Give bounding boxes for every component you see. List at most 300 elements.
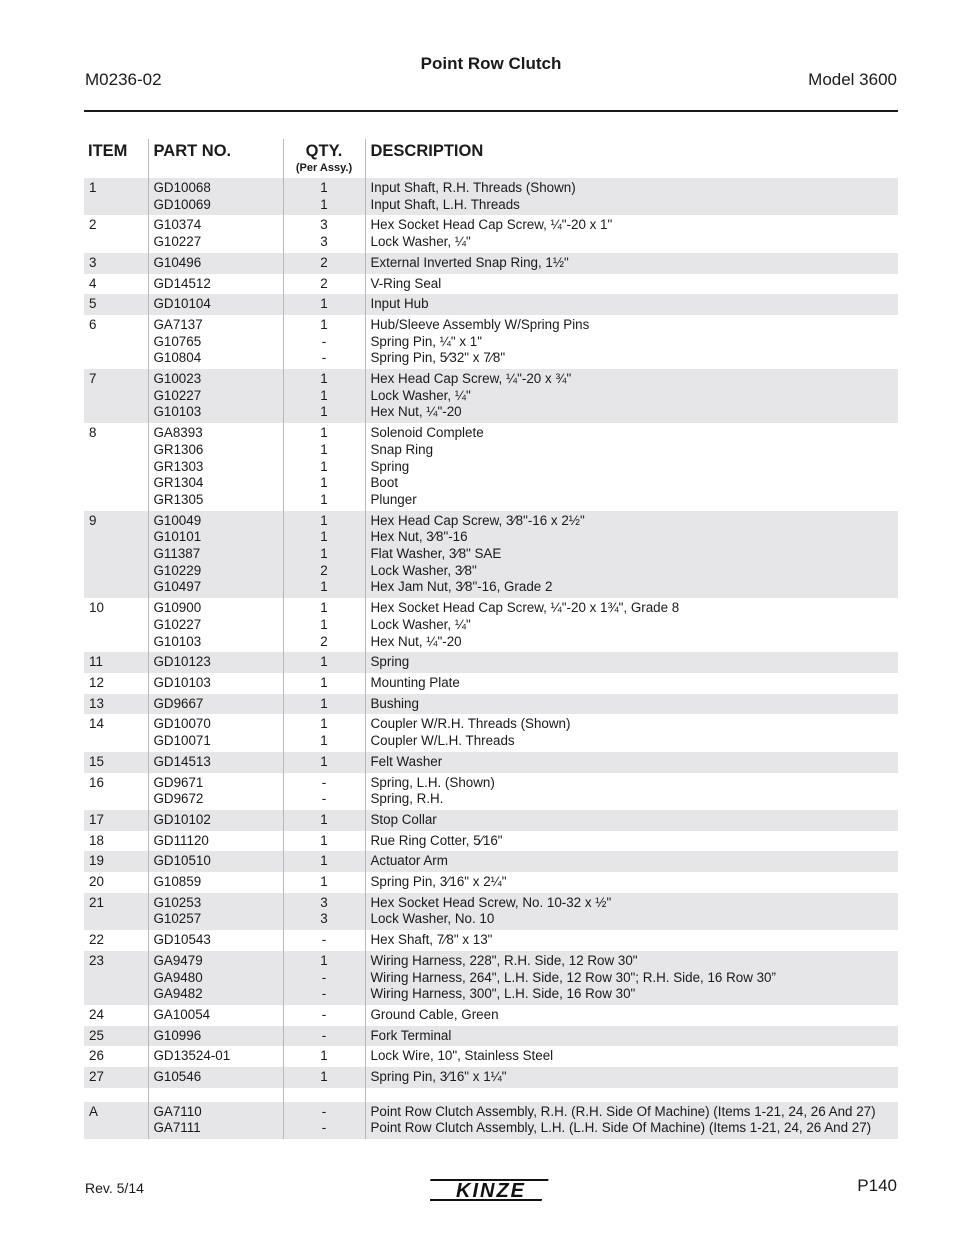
description: Hex Head Cap Screw, 3⁄8"-16 x 2½"	[370, 512, 585, 528]
quantity: 1	[320, 733, 328, 749]
table-row	[84, 930, 898, 951]
part-number-cell	[148, 930, 283, 951]
quantity-cell	[283, 1026, 365, 1047]
table-row	[84, 652, 898, 673]
quantity: 1	[320, 512, 328, 528]
quantity: -	[321, 350, 327, 366]
quantity: 1	[320, 316, 328, 332]
quantity: 1	[320, 546, 328, 562]
part-number-cell	[148, 215, 283, 252]
item-number: 1	[84, 178, 148, 215]
part-number: G10374	[153, 217, 202, 233]
parts-table	[84, 139, 898, 1139]
item-number: 23	[84, 951, 148, 1005]
part-number-cell	[148, 315, 283, 369]
part-number: GD10102	[153, 811, 211, 827]
description-cell	[365, 930, 898, 951]
part-number: GA7110	[153, 1103, 202, 1119]
part-number: GD10510	[153, 853, 211, 869]
quantity: 1	[320, 387, 328, 403]
part-number: G11387	[153, 546, 201, 562]
description: Stop Collar	[370, 811, 437, 827]
qty-header-sublabel: (Per Assy.)	[295, 162, 353, 174]
quantity-cell	[283, 652, 365, 673]
item-number: 4	[89, 275, 97, 291]
spacer-cell	[365, 1088, 898, 1102]
part-number: GA9479	[153, 952, 203, 968]
part-number: GR1304	[153, 475, 204, 491]
quantity: 1	[320, 654, 328, 670]
quantity: 3	[320, 234, 328, 250]
item-number: 22	[89, 932, 104, 948]
description: Spring Pin, 3⁄16" x 2¼"	[370, 874, 507, 890]
part-number: GD11120	[153, 832, 209, 848]
item-number: 2	[89, 217, 97, 233]
part-number-cell	[148, 369, 283, 423]
description: Spring Pin, ¼" x 1"	[370, 333, 482, 349]
quantity: 1	[320, 1069, 328, 1085]
page-number: P140	[857, 1176, 897, 1195]
spacer-row	[84, 1088, 898, 1102]
description-cell	[365, 752, 898, 773]
part-number: G10103	[153, 633, 202, 649]
part-number: G10900	[153, 600, 202, 616]
description: Hex Head Cap Screw, ¼"-20 x ¾"	[370, 371, 572, 387]
quantity-cell	[283, 315, 365, 369]
column-header-part-no: PART NO.	[148, 139, 283, 178]
table-row	[84, 215, 898, 252]
part-number: G10253	[153, 894, 202, 910]
quantity: -	[321, 969, 327, 985]
description-cell	[365, 598, 898, 652]
part-number: GD9672	[153, 791, 204, 807]
quantity-cell	[283, 831, 365, 852]
description: Lock Washer, No. 10	[370, 911, 495, 927]
part-number: G10227	[153, 616, 202, 632]
quantity-cell	[283, 714, 365, 751]
description: Rue Ring Cotter, 5⁄16"	[370, 832, 503, 848]
description-cell	[365, 315, 898, 369]
description: Hex Nut, 3⁄8"-16	[370, 529, 468, 545]
part-number-cell	[148, 773, 283, 810]
quantity-cell	[283, 893, 365, 930]
column-header-item: ITEM	[88, 142, 128, 160]
part-number: GA7137	[153, 316, 203, 332]
description: Wiring Harness, 300", L.H. Side, 16 Row 30"	[370, 986, 636, 1002]
table-row	[84, 1102, 898, 1139]
description-cell	[365, 694, 898, 715]
part-number: G10227	[153, 387, 202, 403]
part-number: G10546	[153, 1069, 202, 1085]
part-number-cell	[148, 253, 283, 274]
item-number: 11	[84, 652, 148, 673]
description: Spring Pin, 3⁄16" x 1¼"	[370, 1069, 507, 1085]
item-number: 21	[84, 893, 148, 930]
table-header-row	[84, 139, 898, 178]
quantity: 3	[320, 217, 328, 233]
description-cell	[365, 1005, 898, 1026]
table-row	[84, 673, 898, 694]
item-number: 15	[84, 752, 148, 773]
quantity: 2	[320, 275, 328, 291]
table-row	[84, 253, 898, 274]
description-cell	[365, 369, 898, 423]
description: Boot	[370, 475, 399, 491]
part-number: GD10071	[153, 733, 211, 749]
description: Spring	[370, 654, 410, 670]
part-number-cell	[148, 810, 283, 831]
description: Input Shaft, R.H. Threads (Shown)	[370, 180, 576, 195]
quantity-cell	[283, 930, 365, 951]
quantity-cell	[283, 294, 365, 315]
part-number-cell	[148, 1026, 283, 1047]
description: Fork Terminal	[370, 1027, 452, 1043]
item-number: 20	[89, 874, 104, 890]
part-number: G10103	[153, 404, 202, 420]
description: Lock Washer, 3⁄8"	[370, 562, 477, 578]
item-number: 12	[89, 674, 104, 690]
quantity: 3	[320, 894, 328, 910]
description: Lock Washer, ¼"	[370, 616, 471, 632]
description: Coupler W/L.H. Threads	[370, 733, 515, 749]
quantity-cell	[283, 253, 365, 274]
part-number-cell	[148, 652, 283, 673]
description: Mounting Plate	[370, 674, 460, 690]
part-number-cell	[148, 694, 283, 715]
part-number-cell	[148, 1046, 283, 1067]
quantity: -	[321, 986, 327, 1002]
page-title: Point Row Clutch	[420, 54, 562, 73]
description: Wiring Harness, 264", L.H. Side, 12 Row 30"; R.H. Side, 16 Row 30”	[370, 969, 776, 985]
description: Hex Socket Head Screw, No. 10-32 x ½"	[370, 894, 612, 910]
part-number: GD10103	[153, 674, 211, 690]
quantity: 1	[320, 674, 328, 690]
spacer-cell	[283, 1088, 365, 1102]
quantity-cell	[283, 1067, 365, 1088]
part-number-cell	[148, 714, 283, 751]
part-number: G10257	[153, 911, 202, 927]
quantity: 1	[320, 695, 328, 711]
description: Spring, R.H.	[370, 791, 444, 807]
description: External Inverted Snap Ring, 1½"	[370, 254, 569, 270]
part-number: G10049	[153, 512, 202, 528]
item-number: 8	[89, 425, 97, 441]
column-header-qty	[283, 139, 365, 178]
description: Snap Ring	[370, 441, 434, 457]
table-row	[84, 598, 898, 652]
part-number: G10996	[153, 1027, 202, 1043]
quantity-cell	[283, 851, 365, 872]
part-number: G10496	[153, 254, 202, 270]
description-cell	[365, 893, 898, 930]
part-number: G10765	[153, 333, 202, 349]
part-number-cell	[148, 831, 283, 852]
item-number: 17	[84, 810, 148, 831]
part-number: GD13524-01	[153, 1048, 231, 1064]
model-name: Model 3600	[808, 70, 897, 89]
description: Hex Socket Head Cap Screw, ¼"-20 x 1"	[370, 217, 613, 233]
quantity: 1	[320, 458, 328, 474]
quantity: 1	[320, 716, 328, 732]
description-cell	[365, 1067, 898, 1088]
item-number: 14	[89, 716, 104, 732]
description-cell	[365, 1026, 898, 1047]
description: Spring	[370, 458, 410, 474]
item-number: 24	[89, 1006, 104, 1022]
item-number: 5	[84, 294, 148, 315]
quantity-cell	[283, 1102, 365, 1139]
part-number: GA7111	[153, 1120, 201, 1136]
description: Hex Socket Head Cap Screw, ¼"-20 x 1¾", Grade 8	[370, 600, 680, 616]
description-cell	[365, 253, 898, 274]
quantity-cell	[283, 694, 365, 715]
part-number-cell	[148, 872, 283, 893]
quantity: 1	[320, 853, 328, 869]
part-number-cell	[148, 752, 283, 773]
quantity-cell	[283, 951, 365, 1005]
description: Hex Nut, ¼"-20	[370, 633, 462, 649]
quantity-cell	[283, 215, 365, 252]
spacer-cell	[84, 1088, 148, 1102]
description-cell	[365, 714, 898, 751]
description: Flat Washer, 3⁄8" SAE	[370, 546, 502, 562]
part-number-cell	[148, 1005, 283, 1026]
quantity: -	[321, 1006, 327, 1022]
part-number: GD10543	[153, 932, 211, 948]
quantity: -	[321, 932, 327, 948]
part-number-cell	[148, 178, 283, 215]
part-number-cell	[148, 673, 283, 694]
document-number: M0236-02	[85, 70, 162, 89]
quantity: 1	[320, 441, 328, 457]
description-cell	[365, 274, 898, 295]
table-row	[84, 951, 898, 1005]
item-number: 27	[84, 1067, 148, 1088]
quantity: 2	[320, 254, 328, 270]
table-row	[84, 423, 898, 511]
part-number-cell	[148, 598, 283, 652]
description-cell	[365, 423, 898, 511]
quantity: 2	[320, 562, 328, 578]
part-number-cell	[148, 1102, 283, 1139]
description: Hex Shaft, 7⁄8" x 13"	[370, 932, 493, 948]
description: Plunger	[370, 491, 417, 507]
description-cell	[365, 1102, 898, 1139]
svg-text:KINZE: KINZE	[456, 1180, 526, 1202]
table-row	[84, 1046, 898, 1067]
part-number: GD14512	[153, 275, 211, 291]
description-cell	[365, 511, 898, 599]
item-number: 26	[89, 1048, 104, 1064]
description: Hub/Sleeve Assembly W/Spring Pins	[370, 316, 590, 332]
part-number: G10227	[153, 234, 202, 250]
quantity-cell	[283, 810, 365, 831]
quantity-cell	[283, 511, 365, 599]
description-cell	[365, 294, 898, 315]
description: Point Row Clutch Assembly, R.H. (R.H. Side Of Machine) (Items 1-21, 24, 26 And 27)	[370, 1103, 876, 1119]
quantity: -	[321, 1027, 327, 1043]
description: Felt Washer	[370, 753, 443, 769]
table-row	[84, 1005, 898, 1026]
kinze-logo	[430, 1175, 552, 1205]
item-number: 10	[89, 600, 104, 616]
description-cell	[365, 810, 898, 831]
description: Input Hub	[370, 296, 429, 312]
description-cell	[365, 831, 898, 852]
quantity: -	[321, 791, 327, 807]
quantity-cell	[283, 598, 365, 652]
part-number: G10497	[153, 579, 202, 595]
part-number: G10859	[153, 874, 202, 890]
quantity: 1	[320, 579, 328, 595]
quantity-cell	[283, 752, 365, 773]
quantity-cell	[283, 423, 365, 511]
quantity: 1	[320, 371, 328, 387]
item-number: 6	[89, 316, 97, 332]
table-row	[84, 831, 898, 852]
table-row	[84, 893, 898, 930]
part-number: GD9671	[153, 774, 204, 790]
item-number: A	[84, 1102, 148, 1139]
part-number: GA8393	[153, 425, 203, 441]
revision-label: Rev. 5/14	[85, 1180, 144, 1196]
description: Lock Wire, 10", Stainless Steel	[370, 1048, 554, 1064]
table-row	[84, 1067, 898, 1088]
part-number-cell	[148, 851, 283, 872]
qty-header-label: QTY.	[305, 142, 343, 160]
description: Lock Washer, ¼"	[370, 234, 471, 250]
table-row	[84, 851, 898, 872]
column-header-description: DESCRIPTION	[365, 139, 898, 178]
description: Hex Jam Nut, 3⁄8"-16, Grade 2	[370, 579, 553, 595]
table-row	[84, 369, 898, 423]
part-number-cell	[148, 511, 283, 599]
part-number: GR1306	[153, 441, 204, 457]
quantity-cell	[283, 673, 365, 694]
part-number-cell	[148, 423, 283, 511]
quantity-cell	[283, 369, 365, 423]
table-row	[84, 511, 898, 599]
table-row	[84, 694, 898, 715]
quantity: 1	[320, 404, 328, 420]
quantity: 1	[320, 475, 328, 491]
quantity-cell	[283, 872, 365, 893]
quantity: -	[321, 774, 327, 790]
quantity-cell	[283, 274, 365, 295]
table-row	[84, 714, 898, 751]
description: Input Shaft, L.H. Threads	[370, 196, 520, 212]
description: V-Ring Seal	[370, 275, 442, 291]
quantity: 1	[320, 832, 328, 848]
part-number: GD14513	[153, 753, 211, 769]
table-row	[84, 752, 898, 773]
item-number: 13	[84, 694, 148, 715]
description: Lock Washer, ¼"	[370, 387, 471, 403]
part-number: GD10123	[153, 654, 211, 670]
quantity-cell	[283, 773, 365, 810]
part-number: G10229	[153, 562, 202, 578]
quantity: 1	[320, 600, 328, 616]
description: Solenoid Complete	[370, 425, 484, 441]
description: Spring, L.H. (Shown)	[370, 774, 495, 790]
quantity: 1	[320, 1048, 328, 1064]
quantity: -	[321, 1103, 327, 1119]
part-number: GD10069	[153, 196, 211, 212]
description-cell	[365, 951, 898, 1005]
item-number: 7	[84, 369, 148, 423]
description: Hex Nut, ¼"-20	[370, 404, 462, 420]
table-row	[84, 810, 898, 831]
part-number: GA9482	[153, 986, 203, 1002]
part-number: GR1305	[153, 491, 204, 507]
quantity: 1	[320, 529, 328, 545]
description: Point Row Clutch Assembly, L.H. (L.H. Side Of Machine) (Items 1-21, 24, 26 And 27)	[370, 1120, 872, 1136]
description: Coupler W/R.H. Threads (Shown)	[370, 716, 571, 732]
part-number: GA9480	[153, 969, 203, 985]
quantity-cell	[283, 178, 365, 215]
part-number-cell	[148, 951, 283, 1005]
item-number: 25	[84, 1026, 148, 1047]
table-row	[84, 1026, 898, 1047]
part-number: G10023	[153, 371, 202, 387]
quantity: 1	[320, 811, 328, 827]
item-number: 19	[84, 851, 148, 872]
description-cell	[365, 872, 898, 893]
part-number: G10101	[153, 529, 202, 545]
quantity: 1	[320, 491, 328, 507]
table-row	[84, 872, 898, 893]
description: Bushing	[370, 695, 419, 711]
quantity: 1	[320, 296, 328, 312]
quantity: 1	[320, 616, 328, 632]
quantity: -	[321, 333, 327, 349]
item-number: 3	[84, 253, 148, 274]
parts-table-body	[84, 178, 898, 1139]
table-row	[84, 315, 898, 369]
item-number: 9	[84, 511, 148, 599]
quantity: 1	[320, 196, 328, 212]
quantity: 1	[320, 425, 328, 441]
quantity: 3	[320, 911, 328, 927]
part-number: GD9667	[153, 695, 204, 711]
quantity: 1	[320, 874, 328, 890]
item-number: 18	[89, 832, 104, 848]
quantity-cell	[283, 1046, 365, 1067]
description: Actuator Arm	[370, 853, 448, 869]
description-cell	[365, 215, 898, 252]
quantity: -	[321, 1120, 327, 1136]
quantity: 1	[320, 753, 328, 769]
table-row	[84, 294, 898, 315]
part-number-cell	[148, 294, 283, 315]
description-cell	[365, 1046, 898, 1067]
table-row	[84, 274, 898, 295]
quantity: 2	[320, 633, 328, 649]
quantity-cell	[283, 1005, 365, 1026]
description-cell	[365, 851, 898, 872]
item-number: 16	[89, 774, 104, 790]
description-cell	[365, 178, 898, 215]
description-cell	[365, 673, 898, 694]
description: Ground Cable, Green	[370, 1006, 499, 1022]
part-number: GD10104	[153, 296, 211, 312]
part-number: GA10054	[153, 1006, 211, 1022]
part-number: GD10070	[153, 716, 211, 732]
description: Spring Pin, 5⁄32" x 7⁄8"	[370, 350, 506, 366]
part-number-cell	[148, 274, 283, 295]
part-number: G10804	[153, 350, 202, 366]
part-number-cell	[148, 1067, 283, 1088]
